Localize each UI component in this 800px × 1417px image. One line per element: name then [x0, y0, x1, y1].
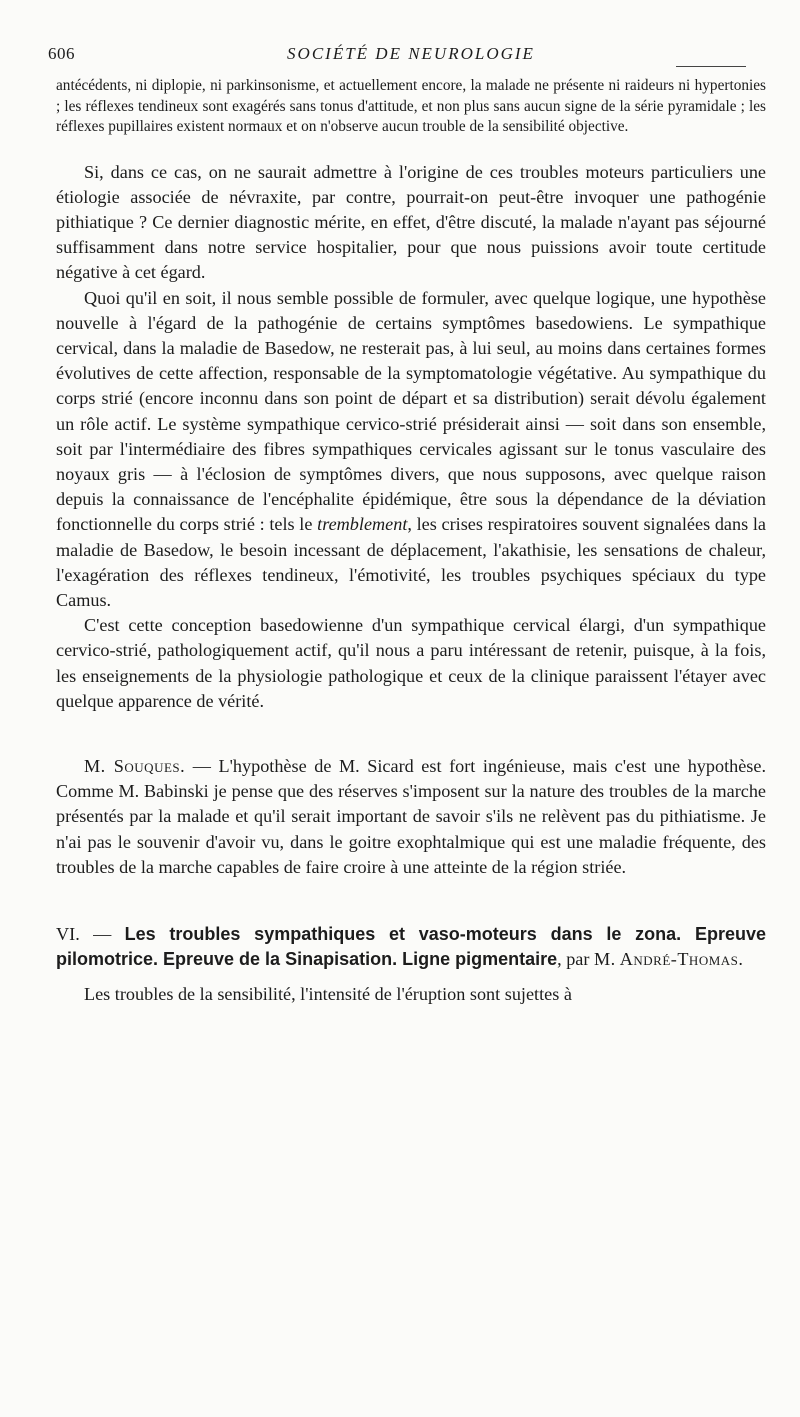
section-author: M. André-Thomas. — [593, 949, 744, 970]
header-rule — [676, 66, 746, 67]
speaker-name: M. Souques. — [84, 755, 186, 776]
running-title: SOCIÉTÉ DE NEUROLOGIE — [287, 44, 535, 63]
hypothesis-text-1: Quoi qu'il en soit, il nous semble possible de formuler, avec quelque logique, une hypothèse nouvelle à l'égard de la pathogénie de certains symptômes basedowiens. Le sympathique cervical, dans la maladie de Basedow, ne resterait pas, à lui seul, au moins dans certaines formes évolutives de cette affection, responsable de la symptomatologie végétative. Au sympathique du corps strié (encore inconnu dans son point de départ et sa distribution) serait dévolu également un rôle actif. Le système sympathique cervico-strié présiderait ainsi — soit dans son ensemble, soit par l'intermédiaire des fibres sympathiques cervicales agissant sur le tonus vasculaire des noyaux gris — à l'éclosion de symptômes divers, que nous supposons, avec quelque raison depuis la connaissance de l'encéphalite épidémique, être sous la dépendance de la déviation fonctionnelle du corps strié : tels le — [56, 287, 766, 535]
paragraph-etiology: Si, dans ce cas, on ne saurait admettre à l'origine de ces troubles moteurs particuliers une étiologie associée de névraxite, par contre, pourrait-on peut-être invoquer une pathogénie pithiatique ? Ce dernier diagnostic mérite, en effet, d'être discuté, la malade n'ayant pas séjourné suffisamment dans notre service hospitalier, pour que nous puissions avoir toute certitude négative à cet égard. — [56, 161, 766, 283]
section-first-line: Les troubles de la sensibilité, l'intensité de l'éruption sont sujettes à — [84, 984, 572, 1005]
section-title: Les troubles sympathiques et vaso-moteurs dans le zona. Epreuve pilomotrice. Epreuve de la Sinapisation. Ligne pigmentaire — [56, 923, 766, 970]
hypothesis-italic: tremblement — [317, 514, 408, 535]
section-heading — [56, 922, 766, 972]
page — [48, 38, 766, 1008]
paragraph-conception: C'est cette conception basedowienne d'un sympathique cervical élargi, d'un sympathique cervico-strié, pathologiquement actif, qu'il nous a paru intéressant de retenir, puisque, à la fois, les enseignements de la physiologie pathologique et ceux de la clinique paraissent l'étayer avec quelque apparence de vérité. — [56, 615, 766, 711]
body-text — [56, 160, 766, 1008]
discussion-text: — L'hypothèse de M. Sicard est fort ingénieuse, mais c'est une hypothèse. Comme M. Babinski je pense que des réserves s'imposent sur la nature des troubles de la marche présentés par la malade et qu'il serait important de savoir s'ils ne relèvent pas du pithiatisme. Je n'ai pas le souvenir d'avoir vu, dans le goitre exophtalmique qui est une maladie fréquente, des troubles de la marche capables de faire croire à une atteinte de la région striée. — [56, 755, 766, 877]
section-by: , par — [557, 949, 594, 970]
hypothesis-text-2: , les crises respiratoires souvent signalées dans la maladie de Basedow, le besoin incessant de déplacement, l'akathisie, les sensations de chaleur, l'exagération des réflexes tendineux, l'émotivité, les troubles psychiques spéciaux du type Camus. — [56, 514, 766, 610]
page-number: 606 — [48, 44, 75, 63]
paragraph-hypothesis — [56, 286, 766, 614]
case-note: antécédents, ni diplopie, ni parkinsonisme, et actuellement encore, la malade ne présente ni raideurs ni hypertonies ; les réflexes tendineux sont exagérés sans tonus d'attitude, et non plus sans aucun signe de la série pyramidale ; les réflexes pupillaires existent normaux et on n'observe aucun trouble de la sensibilité objective. — [56, 77, 766, 135]
discussion-paragraph — [56, 754, 766, 880]
section-number: VI. — — [56, 923, 125, 944]
page-header — [48, 38, 766, 72]
